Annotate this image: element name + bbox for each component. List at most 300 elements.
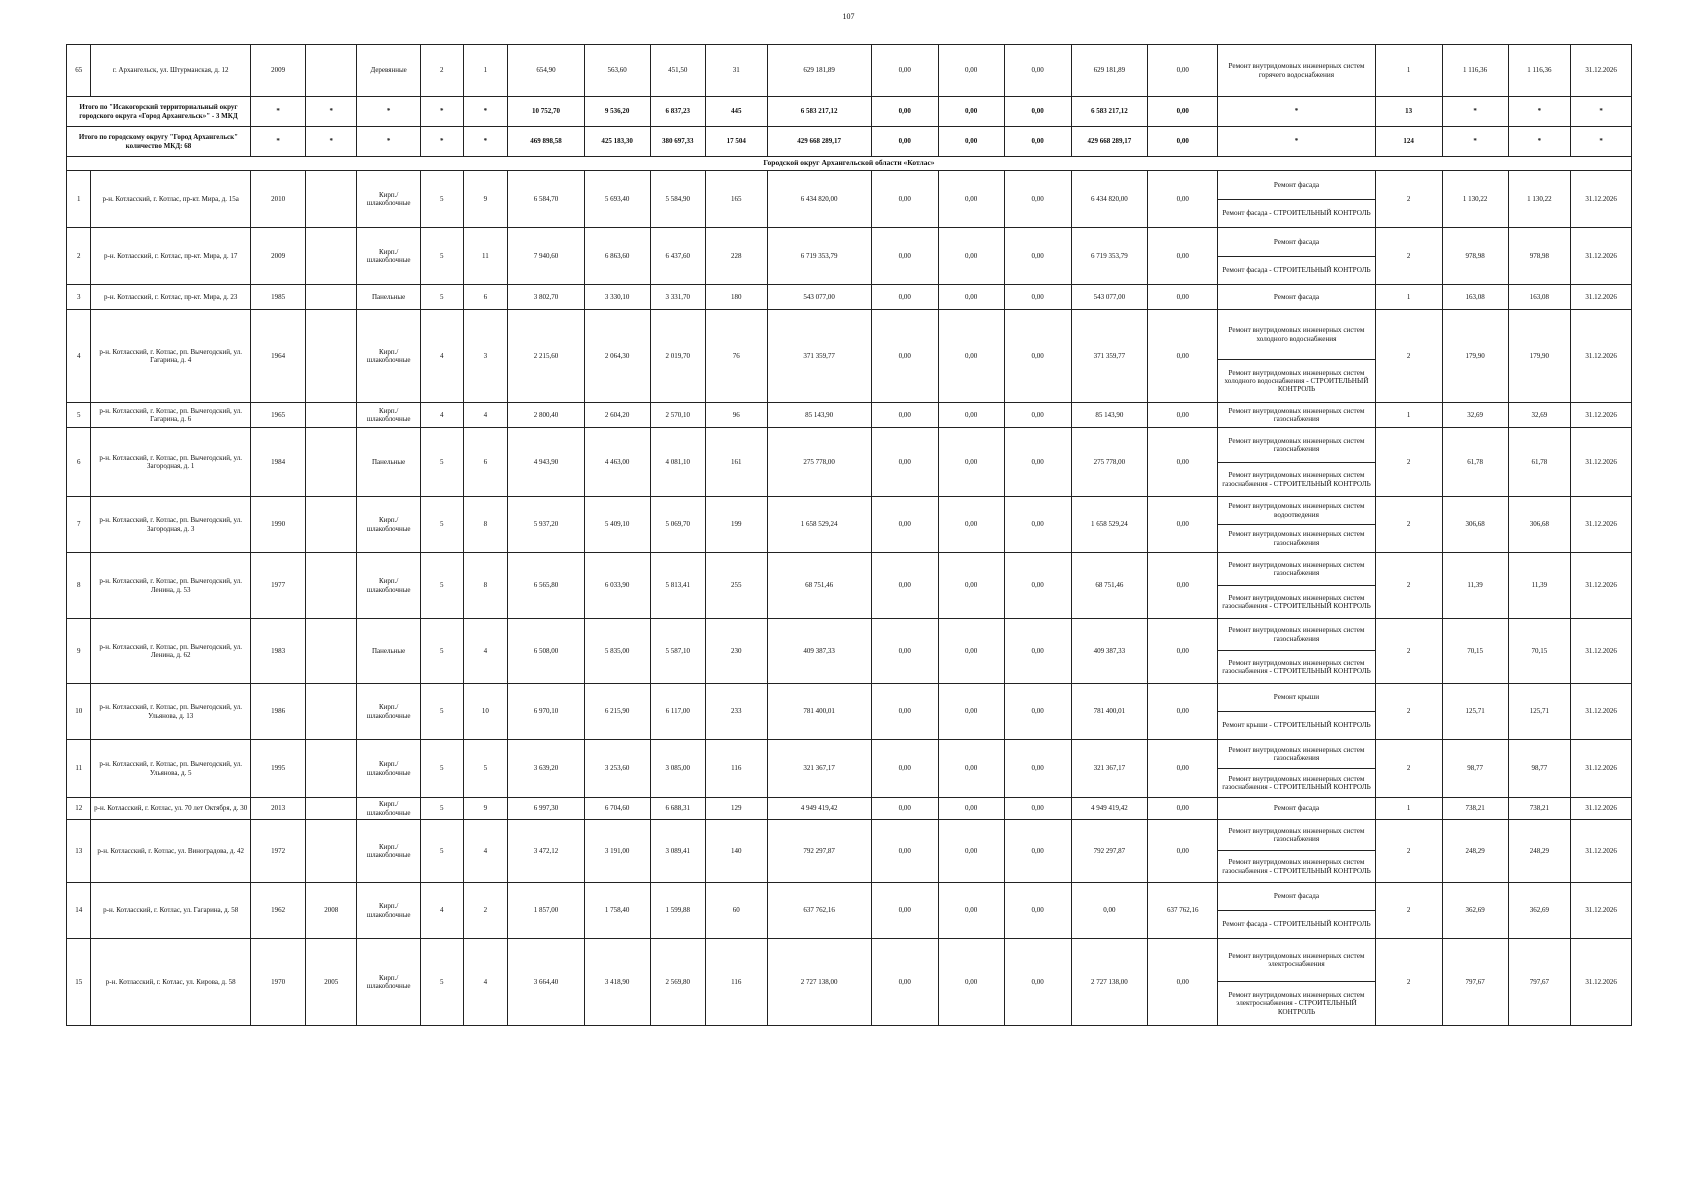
cell-year-built: 1983	[250, 619, 305, 684]
cell-unit-cost: 306,68	[1442, 497, 1508, 553]
cell-cost-fund: 0,00	[871, 228, 938, 285]
cell-units: 2	[1375, 310, 1442, 403]
cell-residents: 116	[705, 740, 767, 798]
cell-entrances: 3	[463, 310, 508, 403]
table-row	[67, 403, 1632, 428]
cell-cost-budget2: 0,00	[1004, 428, 1071, 497]
cell-cost-budget1: 0,00	[938, 553, 1004, 619]
cell-unit-cost: 163,08	[1442, 285, 1508, 310]
cell-area-priv: 3 089,41	[650, 820, 705, 883]
row-number: 14	[67, 883, 91, 939]
totals-row	[67, 97, 1632, 127]
totals-star: *	[421, 97, 464, 127]
cell-year-built: 1990	[250, 497, 305, 553]
cell-total-area: 2 800,40	[508, 403, 585, 428]
table-row	[67, 820, 1632, 851]
cell-unit-cost: 978,98	[1442, 228, 1508, 285]
cell-cost-other: 0,00	[1148, 428, 1218, 497]
cell-area-priv: 4 081,10	[650, 428, 705, 497]
cell-deadline: 31.12.2026	[1571, 45, 1632, 97]
totals-cost-budget2: 0,00	[1004, 127, 1071, 157]
cell-floors: 5	[421, 798, 464, 820]
cell-year-built: 1970	[250, 939, 305, 1026]
cell-year-reno	[306, 684, 357, 740]
work-type: Ремонт внутридомовых инженерных систем холодного водоснабжения	[1218, 310, 1375, 360]
cell-cost-budget1: 0,00	[938, 45, 1004, 97]
cell-cost-owners: 371 359,77	[1071, 310, 1148, 403]
cell-residents: 140	[705, 820, 767, 883]
cell-residents: 180	[705, 285, 767, 310]
cell-area-res: 563,60	[584, 45, 650, 97]
cell-limit-cost: 978,98	[1508, 228, 1571, 285]
cell-material: Кирп./шлакоблочные	[357, 798, 421, 820]
work-type: Ремонт внутридомовых инженерных систем газоснабжения - СТРОИТЕЛЬНЫЙ КОНТРОЛЬ	[1218, 651, 1375, 684]
totals-star: *	[250, 127, 305, 157]
cell-total-cost: 68 751,46	[767, 553, 871, 619]
table-row	[67, 619, 1632, 651]
cell-area-res: 3 330,10	[584, 285, 650, 310]
cell-total-cost: 637 762,16	[767, 883, 871, 939]
cell-cost-budget2: 0,00	[1004, 883, 1071, 939]
cell-total-area: 3 664,40	[508, 939, 585, 1026]
cell-cost-owners: 68 751,46	[1071, 553, 1148, 619]
cell-cost-budget2: 0,00	[1004, 740, 1071, 798]
cell-address: р-н. Котласский, г. Котлас, ул. Виноградова, д. 42	[91, 820, 250, 883]
cell-cost-budget2: 0,00	[1004, 497, 1071, 553]
totals-units: 13	[1375, 97, 1442, 127]
totals-star: *	[1442, 127, 1508, 157]
cell-cost-owners: 85 143,90	[1071, 403, 1148, 428]
work-type: Ремонт фасада	[1218, 171, 1375, 200]
work-type: Ремонт внутридомовых инженерных систем электроснабжения - СТРОИТЕЛЬНЫЙ КОНТРОЛЬ	[1218, 982, 1375, 1026]
cell-year-built: 2009	[250, 45, 305, 97]
cell-area-priv: 6 117,00	[650, 684, 705, 740]
cell-residents: 76	[705, 310, 767, 403]
totals-star: *	[463, 97, 508, 127]
row-number: 4	[67, 310, 91, 403]
cell-units: 2	[1375, 228, 1442, 285]
cell-cost-fund: 0,00	[871, 740, 938, 798]
totals-total-cost: 429 668 289,17	[767, 127, 871, 157]
cell-total-area: 2 215,60	[508, 310, 585, 403]
cell-units: 2	[1375, 619, 1442, 684]
cell-area-res: 2 604,20	[584, 403, 650, 428]
cell-cost-budget2: 0,00	[1004, 310, 1071, 403]
cell-cost-fund: 0,00	[871, 310, 938, 403]
cell-limit-cost: 1 130,22	[1508, 171, 1571, 228]
work-type: Ремонт фасада	[1218, 285, 1375, 310]
cell-limit-cost: 70,15	[1508, 619, 1571, 684]
cell-total-cost: 1 658 529,24	[767, 497, 871, 553]
cell-year-reno	[306, 798, 357, 820]
cell-cost-other: 0,00	[1148, 798, 1218, 820]
cell-deadline: 31.12.2026	[1571, 285, 1632, 310]
cell-cost-fund: 0,00	[871, 285, 938, 310]
cell-entrances: 4	[463, 403, 508, 428]
row-number: 1	[67, 171, 91, 228]
totals-star: *	[1508, 127, 1571, 157]
cell-residents: 31	[705, 45, 767, 97]
cell-entrances: 4	[463, 939, 508, 1026]
cell-units: 2	[1375, 684, 1442, 740]
work-type: Ремонт фасада - СТРОИТЕЛЬНЫЙ КОНТРОЛЬ	[1218, 911, 1375, 939]
row-number: 7	[67, 497, 91, 553]
cell-floors: 5	[421, 228, 464, 285]
cell-cost-budget1: 0,00	[938, 883, 1004, 939]
cell-cost-budget2: 0,00	[1004, 553, 1071, 619]
cell-deadline: 31.12.2026	[1571, 883, 1632, 939]
cell-cost-budget2: 0,00	[1004, 228, 1071, 285]
cell-cost-budget2: 0,00	[1004, 939, 1071, 1026]
cell-year-reno	[306, 310, 357, 403]
cell-area-priv: 2 019,70	[650, 310, 705, 403]
totals-star: *	[250, 97, 305, 127]
cell-unit-cost: 11,39	[1442, 553, 1508, 619]
totals-cost-fund: 0,00	[871, 97, 938, 127]
cell-cost-budget1: 0,00	[938, 228, 1004, 285]
cell-deadline: 31.12.2026	[1571, 798, 1632, 820]
row-number: 6	[67, 428, 91, 497]
table-row	[67, 883, 1632, 911]
cell-year-built: 1986	[250, 684, 305, 740]
section-row	[67, 157, 1632, 171]
cell-year-reno	[306, 820, 357, 883]
row-number: 10	[67, 684, 91, 740]
cell-cost-owners: 0,00	[1071, 883, 1148, 939]
cell-material: Кирп./шлакоблочные	[357, 740, 421, 798]
cell-area-priv: 3 085,00	[650, 740, 705, 798]
cell-cost-budget1: 0,00	[938, 310, 1004, 403]
cell-material: Панельные	[357, 428, 421, 497]
totals-cost-owners: 6 583 217,12	[1071, 97, 1148, 127]
capital-repair-table	[66, 44, 1632, 1026]
cell-cost-budget1: 0,00	[938, 820, 1004, 883]
cell-year-reno: 2005	[306, 939, 357, 1026]
cell-units: 2	[1375, 820, 1442, 883]
cell-total-area: 6 997,30	[508, 798, 585, 820]
cell-limit-cost: 797,67	[1508, 939, 1571, 1026]
cell-limit-cost: 11,39	[1508, 553, 1571, 619]
work-type: Ремонт внутридомовых инженерных систем горячего водоснабжения	[1218, 45, 1375, 97]
work-type: Ремонт фасада - СТРОИТЕЛЬНЫЙ КОНТРОЛЬ	[1218, 257, 1375, 285]
cell-unit-cost: 70,15	[1442, 619, 1508, 684]
cell-entrances: 5	[463, 740, 508, 798]
cell-address: р-н. Котласский, г. Котлас, рп. Вычегодский, ул. Загородная, д. 3	[91, 497, 250, 553]
cell-total-cost: 781 400,01	[767, 684, 871, 740]
cell-deadline: 31.12.2026	[1571, 553, 1632, 619]
cell-residents: 165	[705, 171, 767, 228]
cell-deadline: 31.12.2026	[1571, 497, 1632, 553]
cell-area-res: 2 064,30	[584, 310, 650, 403]
cell-total-cost: 792 297,87	[767, 820, 871, 883]
cell-units: 1	[1375, 798, 1442, 820]
cell-total-cost: 2 727 138,00	[767, 939, 871, 1026]
cell-material: Кирп./шлакоблочные	[357, 403, 421, 428]
cell-total-area: 6 565,80	[508, 553, 585, 619]
section-title: Городской округ Архангельской области «Котлас»	[67, 157, 1632, 171]
cell-residents: 129	[705, 798, 767, 820]
cell-units: 2	[1375, 939, 1442, 1026]
cell-cost-fund: 0,00	[871, 684, 938, 740]
cell-cost-owners: 543 077,00	[1071, 285, 1148, 310]
cell-total-cost: 543 077,00	[767, 285, 871, 310]
cell-address: г. Архангельск, ул. Штурманская, д. 12	[91, 45, 250, 97]
cell-total-cost: 321 367,17	[767, 740, 871, 798]
cell-entrances: 9	[463, 798, 508, 820]
cell-area-res: 3 418,90	[584, 939, 650, 1026]
cell-total-area: 1 857,00	[508, 883, 585, 939]
table-row	[67, 497, 1632, 525]
cell-year-built: 2010	[250, 171, 305, 228]
row-number: 9	[67, 619, 91, 684]
cell-limit-cost: 362,69	[1508, 883, 1571, 939]
cell-cost-other: 0,00	[1148, 171, 1218, 228]
cell-floors: 5	[421, 428, 464, 497]
cell-year-reno	[306, 619, 357, 684]
cell-material: Кирп./шлакоблочные	[357, 553, 421, 619]
cell-material: Кирп./шлакоблочные	[357, 310, 421, 403]
cell-area-res: 5 835,00	[584, 619, 650, 684]
cell-area-res: 1 758,40	[584, 883, 650, 939]
cell-year-built: 1984	[250, 428, 305, 497]
cell-year-reno	[306, 553, 357, 619]
cell-cost-budget2: 0,00	[1004, 403, 1071, 428]
cell-address: р-н. Котласский, г. Котлас, рп. Вычегодский, ул. Ульянова, д. 13	[91, 684, 250, 740]
cell-material: Кирп./шлакоблочные	[357, 497, 421, 553]
cell-floors: 5	[421, 285, 464, 310]
totals-star: *	[306, 97, 357, 127]
cell-cost-budget1: 0,00	[938, 497, 1004, 553]
work-type: Ремонт внутридомовых инженерных систем газоснабжения	[1218, 553, 1375, 586]
cell-area-priv: 2 569,80	[650, 939, 705, 1026]
cell-units: 2	[1375, 553, 1442, 619]
cell-limit-cost: 32,69	[1508, 403, 1571, 428]
cell-material: Панельные	[357, 285, 421, 310]
cell-area-priv: 5 587,10	[650, 619, 705, 684]
cell-material: Кирп./шлакоблочные	[357, 228, 421, 285]
cell-floors: 4	[421, 310, 464, 403]
work-type: Ремонт внутридомовых инженерных систем газоснабжения	[1218, 740, 1375, 769]
table-row	[67, 428, 1632, 463]
cell-entrances: 1	[463, 45, 508, 97]
cell-deadline: 31.12.2026	[1571, 310, 1632, 403]
cell-cost-fund: 0,00	[871, 619, 938, 684]
cell-residents: 161	[705, 428, 767, 497]
cell-floors: 5	[421, 171, 464, 228]
cell-cost-other: 0,00	[1148, 553, 1218, 619]
cell-address: р-н. Котласский, г. Котлас, рп. Вычегодский, ул. Ленина, д. 62	[91, 619, 250, 684]
totals-residents: 17 504	[705, 127, 767, 157]
cell-year-built: 1985	[250, 285, 305, 310]
cell-entrances: 10	[463, 684, 508, 740]
cell-entrances: 8	[463, 497, 508, 553]
totals-star: *	[421, 127, 464, 157]
cell-address: р-н. Котласский, г. Котлас, пр-кт. Мира, д. 23	[91, 285, 250, 310]
cell-floors: 5	[421, 497, 464, 553]
cell-cost-owners: 321 367,17	[1071, 740, 1148, 798]
cell-cost-budget2: 0,00	[1004, 684, 1071, 740]
table-row	[67, 740, 1632, 769]
cell-area-res: 5 693,40	[584, 171, 650, 228]
cell-cost-budget2: 0,00	[1004, 285, 1071, 310]
totals-star: *	[1218, 127, 1375, 157]
cell-cost-budget2: 0,00	[1004, 619, 1071, 684]
cell-area-res: 3 253,60	[584, 740, 650, 798]
totals-star: *	[1571, 97, 1632, 127]
cell-total-area: 654,90	[508, 45, 585, 97]
cell-total-area: 3 639,20	[508, 740, 585, 798]
cell-cost-owners: 4 949 419,42	[1071, 798, 1148, 820]
table-row	[67, 310, 1632, 360]
cell-year-reno	[306, 171, 357, 228]
cell-total-cost: 371 359,77	[767, 310, 871, 403]
cell-units: 1	[1375, 285, 1442, 310]
work-type: Ремонт внутридомовых инженерных систем холодного водоснабжения - СТРОИТЕЛЬНЫЙ КОНТРОЛЬ	[1218, 360, 1375, 403]
cell-address: р-н. Котласский, г. Котлас, ул. Кирова, д. 58	[91, 939, 250, 1026]
row-number: 2	[67, 228, 91, 285]
totals-cost-owners: 429 668 289,17	[1071, 127, 1148, 157]
cell-unit-cost: 1 130,22	[1442, 171, 1508, 228]
cell-year-reno	[306, 403, 357, 428]
work-type: Ремонт фасада	[1218, 883, 1375, 911]
cell-year-built: 1965	[250, 403, 305, 428]
cell-units: 2	[1375, 428, 1442, 497]
cell-area-res: 4 463,00	[584, 428, 650, 497]
totals-total-area: 10 752,70	[508, 97, 585, 127]
table-row	[67, 553, 1632, 586]
cell-cost-fund: 0,00	[871, 171, 938, 228]
work-type: Ремонт внутридомовых инженерных систем газоснабжения	[1218, 428, 1375, 463]
cell-floors: 5	[421, 740, 464, 798]
cell-year-reno: 2008	[306, 883, 357, 939]
cell-units: 2	[1375, 497, 1442, 553]
cell-total-cost: 4 949 419,42	[767, 798, 871, 820]
cell-residents: 96	[705, 403, 767, 428]
cell-units: 2	[1375, 740, 1442, 798]
cell-residents: 60	[705, 883, 767, 939]
cell-material: Кирп./шлакоблочные	[357, 684, 421, 740]
cell-area-res: 6 215,90	[584, 684, 650, 740]
cell-entrances: 2	[463, 883, 508, 939]
totals-cost-budget1: 0,00	[938, 97, 1004, 127]
cell-residents: 116	[705, 939, 767, 1026]
totals-label: Итого по "Исакогорский территориальный округ городского округа «Город Архангельск»" - 3 МКД	[67, 97, 251, 127]
work-type: Ремонт внутридомовых инженерных систем газоснабжения - СТРОИТЕЛЬНЫЙ КОНТРОЛЬ	[1218, 769, 1375, 798]
cell-cost-budget1: 0,00	[938, 285, 1004, 310]
cell-cost-fund: 0,00	[871, 497, 938, 553]
cell-cost-other: 0,00	[1148, 939, 1218, 1026]
cell-cost-fund: 0,00	[871, 45, 938, 97]
table-row	[67, 171, 1632, 200]
totals-area-res: 9 536,20	[584, 97, 650, 127]
table-row	[67, 939, 1632, 982]
totals-area-priv: 6 837,23	[650, 97, 705, 127]
cell-cost-other: 0,00	[1148, 497, 1218, 553]
cell-address: р-н. Котласский, г. Котлас, пр-кт. Мира, д. 17	[91, 228, 250, 285]
row-number: 11	[67, 740, 91, 798]
cell-residents: 230	[705, 619, 767, 684]
cell-year-built: 1972	[250, 820, 305, 883]
cell-deadline: 31.12.2026	[1571, 403, 1632, 428]
cell-area-priv: 3 331,70	[650, 285, 705, 310]
totals-cost-other: 0,00	[1148, 97, 1218, 127]
cell-cost-other: 0,00	[1148, 285, 1218, 310]
cell-year-reno	[306, 285, 357, 310]
cell-entrances: 8	[463, 553, 508, 619]
cell-limit-cost: 98,77	[1508, 740, 1571, 798]
cell-area-priv: 451,50	[650, 45, 705, 97]
cell-material: Деревянные	[357, 45, 421, 97]
totals-star: *	[463, 127, 508, 157]
table-row	[67, 684, 1632, 712]
cell-cost-other: 0,00	[1148, 228, 1218, 285]
totals-cost-budget1: 0,00	[938, 127, 1004, 157]
cell-address: р-н. Котласский, г. Котлас, рп. Вычегодский, ул. Гагарина, д. 6	[91, 403, 250, 428]
cell-cost-budget2: 0,00	[1004, 171, 1071, 228]
totals-star: *	[1571, 127, 1632, 157]
cell-cost-fund: 0,00	[871, 553, 938, 619]
cell-cost-owners: 792 297,87	[1071, 820, 1148, 883]
cell-area-res: 6 704,60	[584, 798, 650, 820]
cell-units: 1	[1375, 45, 1442, 97]
cell-limit-cost: 61,78	[1508, 428, 1571, 497]
cell-address: р-н. Котласский, г. Котлас, рп. Вычегодский, ул. Ульянова, д. 5	[91, 740, 250, 798]
totals-area-priv: 380 697,33	[650, 127, 705, 157]
table-row	[67, 798, 1632, 820]
cell-cost-budget2: 0,00	[1004, 798, 1071, 820]
row-number: 3	[67, 285, 91, 310]
table-row	[67, 45, 1632, 97]
cell-area-priv: 6 437,60	[650, 228, 705, 285]
cell-residents: 255	[705, 553, 767, 619]
cell-cost-fund: 0,00	[871, 883, 938, 939]
cell-cost-budget1: 0,00	[938, 619, 1004, 684]
cell-cost-budget1: 0,00	[938, 939, 1004, 1026]
totals-total-area: 469 898,58	[508, 127, 585, 157]
cell-limit-cost: 1 116,36	[1508, 45, 1571, 97]
cell-unit-cost: 32,69	[1442, 403, 1508, 428]
cell-cost-other: 0,00	[1148, 619, 1218, 684]
cell-total-area: 6 970,10	[508, 684, 585, 740]
totals-label: Итого по городскому округу "Город Архангельск" количество МКД: 68	[67, 127, 251, 157]
cell-year-built: 1977	[250, 553, 305, 619]
cell-cost-other: 637 762,16	[1148, 883, 1218, 939]
cell-address: р-н. Котласский, г. Котлас, рп. Вычегодский, ул. Загородная, д. 1	[91, 428, 250, 497]
cell-cost-owners: 6 434 820,00	[1071, 171, 1148, 228]
cell-total-area: 4 943,90	[508, 428, 585, 497]
cell-cost-other: 0,00	[1148, 403, 1218, 428]
cell-total-cost: 6 434 820,00	[767, 171, 871, 228]
cell-year-built: 2013	[250, 798, 305, 820]
cell-address: р-н. Котласский, г. Котлас, пр-кт. Мира, д. 15а	[91, 171, 250, 228]
cell-floors: 5	[421, 939, 464, 1026]
work-type: Ремонт внутридомовых инженерных систем газоснабжения	[1218, 619, 1375, 651]
work-type: Ремонт фасада	[1218, 228, 1375, 257]
cell-entrances: 4	[463, 820, 508, 883]
cell-material: Кирп./шлакоблочные	[357, 939, 421, 1026]
cell-limit-cost: 738,21	[1508, 798, 1571, 820]
work-type: Ремонт фасада - СТРОИТЕЛЬНЫЙ КОНТРОЛЬ	[1218, 200, 1375, 228]
cell-unit-cost: 248,29	[1442, 820, 1508, 883]
cell-address: р-н. Котласский, г. Котлас, ул. 70 лет Октября, д. 30	[91, 798, 250, 820]
cell-year-reno	[306, 45, 357, 97]
cell-year-reno	[306, 740, 357, 798]
cell-year-reno	[306, 497, 357, 553]
totals-units: 124	[1375, 127, 1442, 157]
cell-total-area: 6 508,00	[508, 619, 585, 684]
cell-area-priv: 5 584,90	[650, 171, 705, 228]
cell-limit-cost: 248,29	[1508, 820, 1571, 883]
